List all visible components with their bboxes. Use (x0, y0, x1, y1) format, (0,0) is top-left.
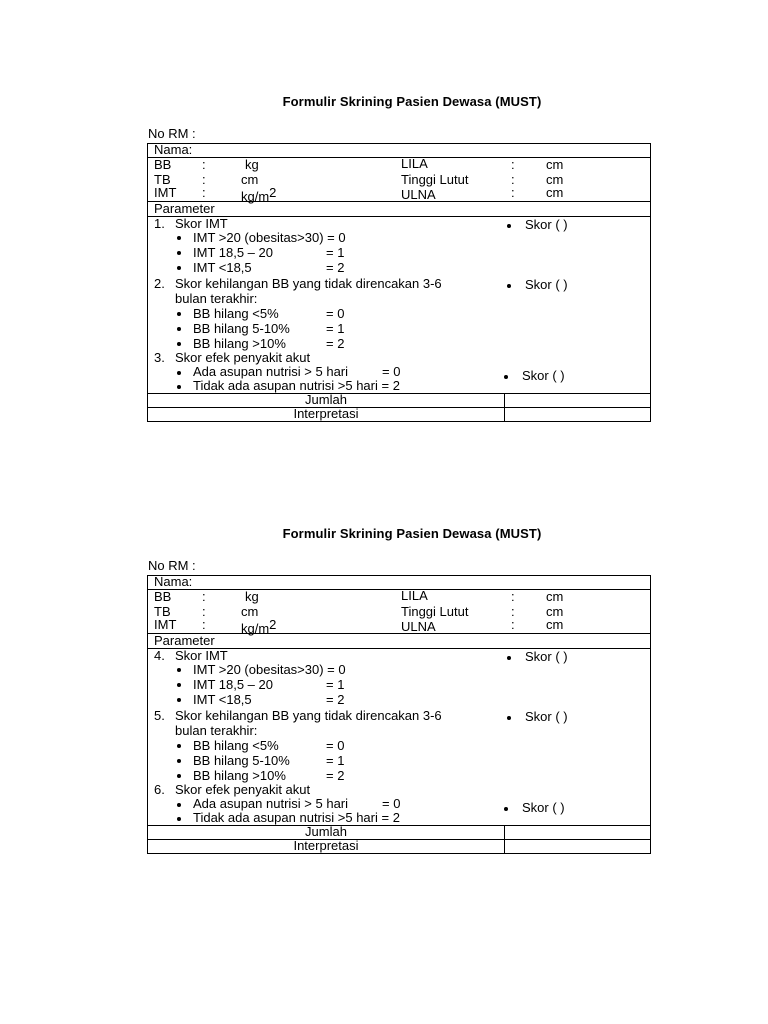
bullet-icon (504, 375, 508, 379)
criterion-score: = 0 (326, 306, 345, 321)
column-divider (504, 825, 505, 853)
table-border-bottom (147, 853, 651, 854)
bb-unit: kg (245, 157, 259, 172)
imt-unit: kg/m2 (241, 617, 277, 636)
criterion-text: IMT >20 (obesitas>30) = 0 (193, 662, 346, 677)
parameter-header: Parameter (154, 201, 215, 216)
criterion-text: BB hilang >10% (193, 336, 286, 351)
jumlah-label: Jumlah (305, 392, 347, 407)
bullet-icon (177, 803, 181, 807)
criterion-text: Ada asupan nutrisi > 5 hari (193, 364, 349, 379)
bullet-icon (177, 817, 181, 821)
criterion-text: IMT >20 (obesitas>30) = 0 (193, 230, 346, 245)
criterion-text: Tidak ada asupan nutrisi >5 hari = 2 (193, 378, 400, 393)
tinggi-lutut-label: Tinggi Lutut (401, 172, 469, 187)
table-border-right (650, 575, 651, 854)
must-form (0, 432, 768, 853)
row-divider (147, 157, 651, 158)
section-title-continuation: bulan terakhir: (175, 723, 258, 738)
bullet-icon (177, 371, 181, 375)
parameter-header: Parameter (154, 633, 215, 648)
imt-colon: : (202, 617, 206, 632)
criterion-score: = 2 (326, 336, 345, 351)
section-number: 5. (154, 708, 165, 723)
nama-label: Nama: (154, 574, 193, 589)
imt-unit: kg/m2 (241, 185, 277, 204)
section-title-efek-penyakit: Skor efek penyakit akut (175, 350, 311, 365)
row-divider (147, 589, 651, 590)
imt-label: IMT (154, 185, 177, 200)
must-form (0, 0, 768, 421)
bullet-icon (177, 744, 181, 748)
no-rm-label: No RM : (148, 558, 196, 573)
column-divider (504, 393, 505, 421)
no-rm-label: No RM : (148, 126, 196, 141)
row-divider (147, 201, 651, 202)
bullet-icon (177, 683, 181, 687)
bullet-icon (507, 656, 511, 660)
criterion-score: = 1 (326, 677, 345, 692)
section-title-efek-penyakit: Skor efek penyakit akut (175, 782, 311, 797)
section-title-continuation: bulan terakhir: (175, 291, 258, 306)
ulna-unit: cm (546, 617, 564, 632)
criterion-text: BB hilang 5-10% (193, 753, 290, 768)
section-number: 2. (154, 276, 165, 291)
bullet-icon (507, 224, 511, 228)
form-title: Formulir Skrining Pasien Dewasa (MUST) (282, 94, 542, 109)
lila-colon: : (511, 589, 515, 604)
ulna-unit: cm (546, 185, 564, 200)
bullet-icon (177, 327, 181, 331)
criterion-score: = 1 (326, 753, 345, 768)
lila-colon: : (511, 157, 515, 172)
bb-unit: kg (245, 589, 259, 604)
imt-colon: : (202, 185, 206, 200)
bb-colon: : (202, 157, 206, 172)
criterion-score: = 0 (382, 364, 401, 379)
section-number: 3. (154, 350, 165, 365)
ulna-colon: : (511, 185, 515, 200)
criterion-text: BB hilang 5-10% (193, 321, 290, 336)
criterion-score: = 2 (326, 260, 345, 275)
criterion-text: IMT 18,5 – 20 (193, 245, 273, 260)
bullet-icon (177, 698, 181, 702)
tb-unit: cm (241, 604, 259, 619)
lila-unit: cm (546, 589, 564, 604)
skor-field: Skor ( ) (522, 800, 565, 815)
ulna-label: ULNA (401, 619, 436, 634)
bb-label: BB (154, 589, 172, 604)
section-title-kehilangan-bb: Skor kehilangan BB yang tidak direncakan 3-6 (175, 708, 442, 723)
lila-label: LILA (401, 588, 428, 603)
tb-colon: : (202, 604, 206, 619)
interpretasi-label: Interpretasi (293, 406, 359, 421)
skor-field: Skor ( ) (525, 217, 568, 232)
lila-unit: cm (546, 157, 564, 172)
bullet-icon (177, 668, 181, 672)
tb-unit: cm (241, 172, 259, 187)
section-number: 6. (154, 782, 165, 797)
bullet-icon (177, 312, 181, 316)
tinggi-lutut-colon: : (511, 172, 515, 187)
criterion-text: Ada asupan nutrisi > 5 hari (193, 796, 349, 811)
table-border-left (147, 143, 148, 422)
section-title-kehilangan-bb: Skor kehilangan BB yang tidak direncakan 3-6 (175, 276, 442, 291)
criterion-score: = 1 (326, 321, 345, 336)
criterion-text: Tidak ada asupan nutrisi >5 hari = 2 (193, 810, 400, 825)
interpretasi-label: Interpretasi (293, 838, 359, 853)
criterion-text: BB hilang <5% (193, 738, 279, 753)
tb-label: TB (154, 172, 171, 187)
table-border-left (147, 575, 148, 854)
table-border-right (650, 143, 651, 422)
section-title-skor-imt: Skor IMT (175, 216, 228, 231)
superscript-2: 2 (269, 185, 277, 200)
skor-field: Skor ( ) (525, 277, 568, 292)
criterion-text: BB hilang >10% (193, 768, 286, 783)
criterion-text: IMT <18,5 (193, 260, 252, 275)
criterion-text: IMT 18,5 – 20 (193, 677, 273, 692)
tinggi-lutut-unit: cm (546, 172, 564, 187)
bullet-icon (177, 759, 181, 763)
criterion-text: BB hilang <5% (193, 306, 279, 321)
criterion-score: = 2 (326, 768, 345, 783)
ulna-colon: : (511, 617, 515, 632)
bullet-icon (177, 251, 181, 255)
tb-label: TB (154, 604, 171, 619)
skor-field: Skor ( ) (525, 709, 568, 724)
bullet-icon (177, 266, 181, 270)
section-title-skor-imt: Skor IMT (175, 648, 228, 663)
bullet-icon (507, 716, 511, 720)
section-number: 4. (154, 648, 165, 663)
tinggi-lutut-label: Tinggi Lutut (401, 604, 469, 619)
tinggi-lutut-unit: cm (546, 604, 564, 619)
skor-field: Skor ( ) (522, 368, 565, 383)
nama-label: Nama: (154, 142, 193, 157)
bullet-icon (177, 385, 181, 389)
tb-colon: : (202, 172, 206, 187)
section-number: 1. (154, 216, 165, 231)
superscript-2: 2 (269, 617, 277, 632)
imt-label: IMT (154, 617, 177, 632)
tinggi-lutut-colon: : (511, 604, 515, 619)
bullet-icon (177, 236, 181, 240)
bullet-icon (504, 807, 508, 811)
bullet-icon (507, 284, 511, 288)
bb-label: BB (154, 157, 172, 172)
table-border-top (147, 143, 651, 144)
bullet-icon (177, 342, 181, 346)
form-title: Formulir Skrining Pasien Dewasa (MUST) (282, 526, 542, 541)
skor-field: Skor ( ) (525, 649, 568, 664)
table-border-top (147, 575, 651, 576)
ulna-label: ULNA (401, 187, 436, 202)
criterion-score: = 2 (326, 692, 345, 707)
criterion-score: = 0 (326, 738, 345, 753)
table-border-bottom (147, 421, 651, 422)
row-divider (147, 633, 651, 634)
jumlah-label: Jumlah (305, 824, 347, 839)
bb-colon: : (202, 589, 206, 604)
criterion-score: = 1 (326, 245, 345, 260)
criterion-text: IMT <18,5 (193, 692, 252, 707)
lila-label: LILA (401, 156, 428, 171)
criterion-score: = 0 (382, 796, 401, 811)
bullet-icon (177, 774, 181, 778)
